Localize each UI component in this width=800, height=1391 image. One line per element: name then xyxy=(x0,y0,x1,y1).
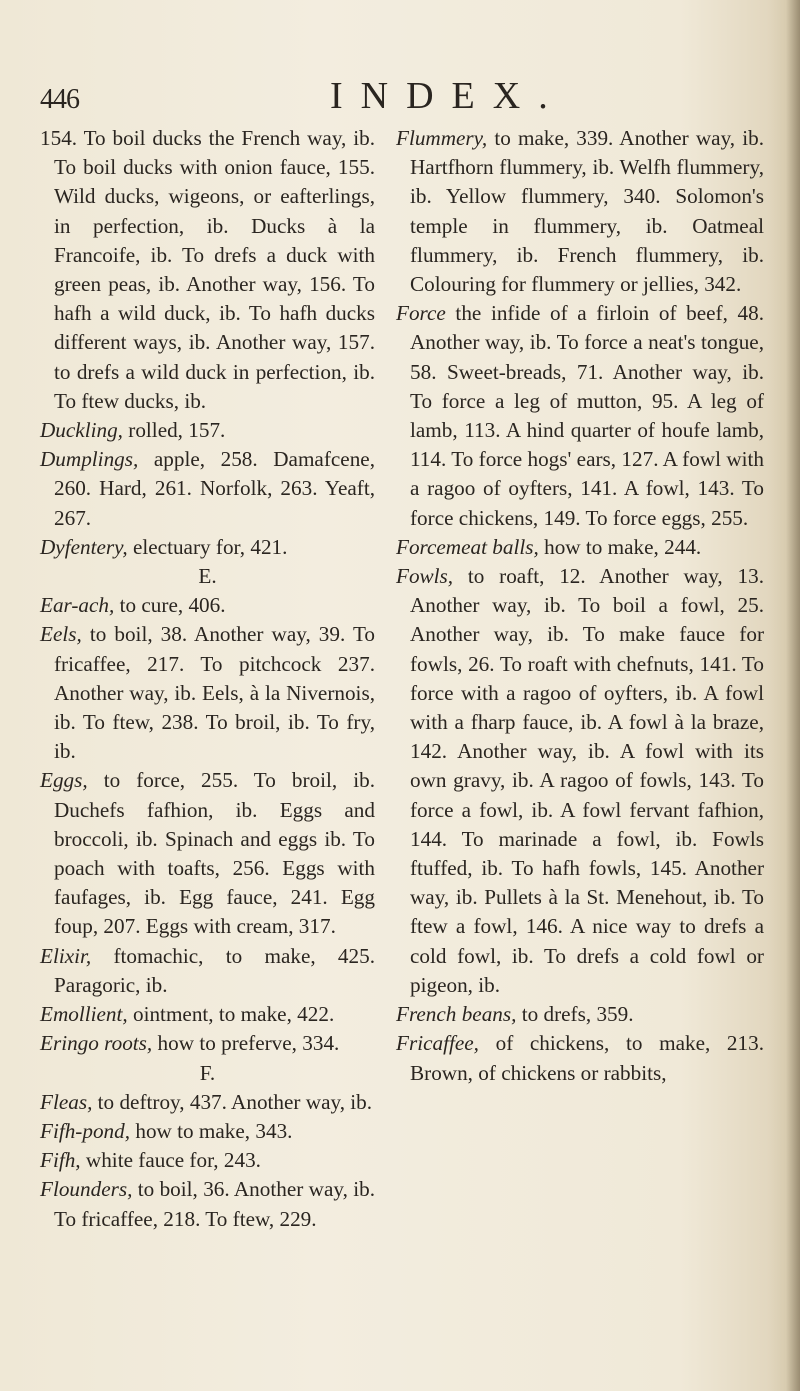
entry-heading: Forcemeat balls, xyxy=(396,534,539,559)
entry-heading: Flounders, xyxy=(40,1177,133,1202)
entry-heading: Fowls, xyxy=(396,564,454,589)
entry-heading: Fricaffee, xyxy=(396,1031,479,1056)
entry-text: to cure, 406. xyxy=(114,593,226,618)
entry-heading: Eggs, xyxy=(40,768,88,793)
entry-text: ointment, to make, 422. xyxy=(127,1002,335,1027)
index-entry xyxy=(40,445,375,533)
entry-text: of chickens, to make, 213. Brown, of chickens or rabbits, xyxy=(410,1031,764,1085)
index-entry xyxy=(40,124,375,416)
index-entry xyxy=(40,1088,375,1117)
page-edge-shadow xyxy=(786,0,800,1391)
section-letter: F. xyxy=(199,1060,216,1085)
page-header xyxy=(0,70,800,120)
entry-text: to roaft, 12. Another way, 13. Another way, ib. To boil a fowl, 25. Another way, ib. To make fauce for fowls, 26. To roaft with chefnuts, 141. To force with a ragoo of oyfters, ib. A fowl with a fharp fauce, ib. A fowl à la braze, 142. Another way, ib. A fowl with its own gravy, ib. A ragoo of fowls, 143. To force a fowl, ib. A fowl fervant fafhion, 144. To marinade a fowl, ib. Fowls ftuffed, ib. To hafh fowls, 145. Another way, ib. Pullets à la St. Menehout, ib. To ftew a fowl, 146. A nice way to drefs a cold fowl, ib. To drefs a cold fowl or pigeon, ib. xyxy=(410,564,764,997)
entry-text: apple, 258. Damafcene, 260. Hard, 261. Norfolk, 263. Yeaft, 267. xyxy=(54,447,375,530)
running-head: INDEX. xyxy=(330,75,566,117)
index-entry xyxy=(396,1029,764,1087)
entry-heading: Dyfentery, xyxy=(40,534,128,559)
index-entry xyxy=(40,1029,375,1058)
index-entry xyxy=(40,1175,375,1233)
index-entry xyxy=(40,416,375,445)
entry-heading: Flummery, xyxy=(396,126,488,150)
entry-text: to force, 255. To broil, ib. Duchefs fafhion, ib. Eggs and broccoli, ib. Spinach and eggs ib. To poach with toafts, 256. Eggs with faufages, ib. Egg fauce, 241. Egg foup, 207. Eggs with cream, 317. xyxy=(54,768,375,939)
entry-text: ftomachic, to make, 425. Paragoric, ib. xyxy=(54,943,375,997)
entry-heading: Fleas, xyxy=(40,1089,93,1114)
entry-text: rolled, 157. xyxy=(122,418,226,443)
index-entry xyxy=(40,942,375,1000)
entry-heading: Eels, xyxy=(40,622,82,647)
page-number: 446 xyxy=(40,84,79,115)
index-entry xyxy=(40,620,375,766)
entry-text: white fauce for, 243. xyxy=(80,1148,261,1173)
entry-text: how to make, 343. xyxy=(130,1118,293,1143)
index-entry xyxy=(396,533,764,562)
entry-text: electuary for, 421. xyxy=(127,534,288,559)
entry-heading: Emollient, xyxy=(40,1002,128,1027)
entry-text: to make, 339. Another way, ib. Hartfhorn flummery, ib. Welfh flummery, ib. Yellow flummery, 340. Solomon's temple in flummery, ib. Oatmeal flummery, ib. French flummery, ib. Colouring for flummery or jellies, 342. xyxy=(410,126,764,297)
index-entry xyxy=(40,591,375,620)
index-entry xyxy=(396,1000,764,1029)
entry-heading: Elixir, xyxy=(40,943,92,968)
index-entry xyxy=(40,1000,375,1029)
entry-text: 154. To boil ducks the French way, ib. To boil ducks with onion fauce, 155. Wild ducks, wigeons, or eafterlings, in perfection, ib. Ducks à la Francoife, ib. To drefs a duck with green peas, ib. Another way, 156. To hafh a wild duck, ib. To hafh ducks different ways, ib. Another way, 157. to drefs a wild duck in perfection, ib. To ftew ducks, ib. xyxy=(40,126,375,413)
index-entry xyxy=(396,299,764,533)
section-letter: E. xyxy=(198,564,217,589)
entry-heading: Dumplings, xyxy=(40,447,139,472)
entry-heading: Eringo roots, xyxy=(40,1031,153,1056)
entry-heading: Force xyxy=(396,301,446,326)
entry-text: to boil, 36. Another way, ib. To fricaffee, 218. To ftew, 229. xyxy=(54,1177,375,1231)
index-entry xyxy=(40,1117,375,1146)
entry-heading: Fifh, xyxy=(40,1148,81,1173)
entry-heading: Duckling, xyxy=(40,418,123,443)
index-entry xyxy=(396,124,764,299)
entry-heading: French beans, xyxy=(396,1002,517,1027)
index-column-left xyxy=(40,124,375,1234)
entry-text: to boil, 38. Another way, 39. To fricaffee, 217. To pitchcock 237. Another way, ib. Eels, à la Nivernois, ib. To ftew, 238. To broil, ib. To fry, ib. xyxy=(54,622,375,764)
entry-heading: Ear-ach, xyxy=(40,593,115,618)
entry-text: how to make, 244. xyxy=(538,534,702,559)
entry-text: how to preferve, 334. xyxy=(152,1031,340,1056)
index-column-right xyxy=(396,124,764,1088)
index-entry xyxy=(40,533,375,562)
entry-text: to drefs, 359. xyxy=(516,1002,634,1027)
index-entry xyxy=(40,1146,375,1175)
entry-heading: Fifh-pond, xyxy=(40,1118,131,1143)
index-entry xyxy=(40,766,375,941)
entry-text: the infide of a firloin of beef, 48. Another way, ib. To force a neat's tongue, 58. Sweet-breads, 71. Another way, ib. To force a leg of mutton, 95. A leg of lamb, 113. A hind quarter of houfe lamb, 114. To force hogs' ears, 127. A fowl with a ragoo of oyfters, 141. A fowl, 143. To force chickens, 149. To force eggs, 255. xyxy=(410,301,764,530)
entry-text: to deftroy, 437. Another way, ib. xyxy=(92,1089,373,1114)
index-entry xyxy=(396,562,764,1000)
